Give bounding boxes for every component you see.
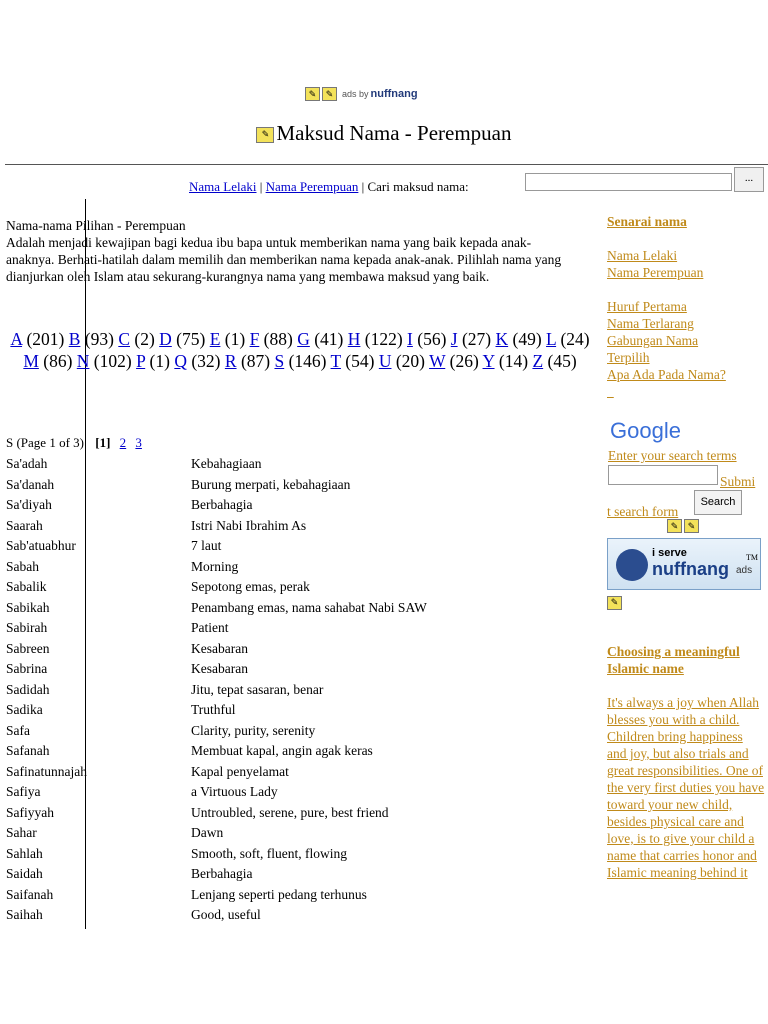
- table-row: [6, 844, 566, 865]
- table-row: [6, 618, 566, 639]
- alphabet-count: (146): [288, 351, 327, 371]
- name-cell: Safa: [6, 722, 30, 738]
- table-row: [6, 639, 566, 660]
- meaning-cell: Good, useful: [191, 907, 261, 922]
- meaning-cell: Sepotong emas, perak: [191, 579, 310, 594]
- alphabet-link[interactable]: T: [330, 351, 341, 371]
- sidebar-link[interactable]: Terpilih: [607, 350, 650, 365]
- sidebar-group-names: [607, 247, 765, 281]
- name-cell: Sahlah: [6, 845, 43, 861]
- name-cell: Saarah: [6, 517, 43, 533]
- name-cell: Sabirah: [6, 620, 48, 635]
- nav-separator: |: [256, 179, 266, 194]
- banner-tm: TM: [746, 553, 758, 562]
- names-table: [6, 454, 566, 926]
- meaning-cell: Patient: [191, 620, 229, 635]
- alphabet-count: (14): [498, 351, 529, 371]
- name-cell: Sabrina: [6, 661, 48, 676]
- nav-link-female-names[interactable]: Nama Perempuan: [265, 179, 359, 194]
- nuffnang-logo[interactable]: nuffnang: [370, 88, 418, 100]
- google-form-end-link[interactable]: t search form: [607, 504, 679, 519]
- banner-pencil-icon[interactable]: ✎: [607, 593, 622, 610]
- meaning-cell: Dawn: [191, 825, 224, 840]
- alphabet-link[interactable]: D: [159, 329, 172, 349]
- sidebar-link[interactable]: Apa Ada Pada Nama?: [607, 367, 726, 382]
- alphabet-count: (86): [43, 351, 73, 371]
- sidebar-group-topics: [607, 298, 765, 383]
- alphabet-link[interactable]: C: [118, 329, 130, 349]
- alphabet-count: (45): [547, 351, 577, 371]
- sidebar-link[interactable]: Huruf Pertama: [607, 299, 687, 314]
- alphabet-link[interactable]: U: [378, 351, 392, 371]
- alphabet-count: (24): [560, 329, 590, 349]
- ad-close-icon[interactable]: ✎: [322, 87, 337, 101]
- meaning-cell: Kebahagiaan: [191, 456, 262, 471]
- intro-section: [6, 217, 576, 285]
- meaning-cell: Berbahagia: [191, 866, 253, 881]
- table-row: [6, 659, 566, 680]
- alphabet-count: (20): [395, 351, 425, 371]
- name-cell: Sabah: [6, 558, 39, 574]
- alphabet-link[interactable]: E: [209, 329, 221, 349]
- nuffnang-mascot-icon: [616, 549, 648, 581]
- meaning-cell: Truthful: [191, 702, 236, 717]
- table-row: [6, 495, 566, 516]
- sidebar-heading-link[interactable]: Senarai nama: [607, 214, 687, 229]
- article-title-link[interactable]: Choosing a meaningful Islamic name: [607, 644, 740, 676]
- alphabet-link[interactable]: F: [249, 329, 260, 349]
- search-input[interactable]: [525, 173, 732, 191]
- meaning-cell: Lenjang seperti pedang terhunus: [191, 886, 367, 902]
- meaning-cell: a Virtuous Lady: [191, 784, 278, 799]
- meaning-cell: Kapal penyelamat: [191, 763, 289, 779]
- top-nav: [189, 179, 469, 195]
- alphabet-count: (32): [191, 351, 221, 371]
- ad-strip[interactable]: [305, 86, 418, 102]
- name-cell: Safinatunnajah: [6, 763, 87, 779]
- meaning-cell: Untroubled, serene, pure, best friend: [191, 804, 389, 820]
- alphabet-link[interactable]: A: [10, 329, 23, 349]
- alphabet-link[interactable]: B: [68, 329, 81, 349]
- table-row: [6, 516, 566, 537]
- table-row: [6, 741, 566, 762]
- alphabet-count: (87): [240, 351, 271, 371]
- meaning-cell: Berbahagia: [191, 497, 253, 512]
- name-cell: Sabalik: [6, 579, 47, 594]
- alphabet-count: (54): [345, 351, 375, 371]
- name-cell: Safanah: [6, 743, 50, 758]
- table-row: [6, 598, 566, 619]
- name-cell: Safiya: [6, 784, 41, 799]
- alphabet-count: (56): [417, 329, 447, 349]
- ad-info-icon[interactable]: ✎: [305, 87, 320, 101]
- meaning-cell: Smooth, soft, fluent, flowing: [191, 845, 347, 861]
- pagination-label: S (Page 1 of 3): [6, 435, 84, 450]
- ad-info-icon[interactable]: ✎: [667, 519, 682, 533]
- meaning-cell: Istri Nabi Ibrahim As: [191, 517, 307, 533]
- divider: [5, 164, 768, 165]
- meaning-cell: Burung merpati, kebahagiaan: [191, 476, 351, 492]
- alphabet-link[interactable]: H: [347, 329, 361, 349]
- name-cell: Saihah: [6, 907, 43, 922]
- alphabet-link[interactable]: Y: [482, 351, 495, 371]
- banner-iserve: i serve: [652, 547, 687, 559]
- banner-ads: ads: [736, 565, 753, 576]
- alphabet-count: (75): [176, 329, 206, 349]
- table-row: [6, 885, 566, 906]
- sidebar-link[interactable]: Gabungan Nama: [607, 333, 699, 348]
- table-row: [6, 864, 566, 885]
- alphabet-count: (1): [149, 351, 170, 371]
- alphabet-count: (49): [512, 329, 542, 349]
- alphabet-count: (41): [314, 329, 344, 349]
- banner-brand: nuffnang: [652, 559, 729, 579]
- alphabet-count: (88): [263, 329, 293, 349]
- table-row: [6, 782, 566, 803]
- alphabet-count: (93): [84, 329, 114, 349]
- alphabet-link[interactable]: Z: [532, 351, 544, 371]
- table-row: [6, 700, 566, 721]
- nuffnang-banner-ad[interactable]: [607, 538, 761, 590]
- google-search-input[interactable]: [608, 465, 718, 485]
- name-cell: Sabreen: [6, 640, 50, 656]
- ads-by-label: ads by: [342, 89, 369, 99]
- sidebar-link[interactable]: Nama Perempuan: [607, 265, 704, 280]
- ad-close-icon[interactable]: ✎: [684, 519, 699, 533]
- alphabet-link[interactable]: R: [224, 351, 237, 371]
- name-cell: Sab'atuabhur: [6, 538, 76, 553]
- pagination-page-2[interactable]: 2: [119, 435, 127, 450]
- alphabet-count: (1): [224, 329, 246, 349]
- nav-link-male-names[interactable]: Nama Lelaki: [189, 179, 257, 194]
- table-row: [6, 557, 566, 578]
- alphabet-link[interactable]: J: [450, 329, 458, 349]
- name-cell: Saidah: [6, 866, 43, 881]
- google-submit-link[interactable]: Submi: [720, 474, 756, 489]
- intro-body: Adalah menjadi kewajipan bagi kedua ibu bapa untuk memberikan nama yang baik kepada anak-anaknya. Berhati-hatilah dalam memilih dan memberikan nama kepada anak-anak. Pilihlah nama yang dianjurkan oleh Islam atau sekurang-kurangnya nama yang membawa maksud yang baik.: [6, 235, 562, 284]
- meaning-cell: Penambang emas, nama sahabat Nabi SAW: [191, 599, 427, 615]
- pencil-icon: ✎: [256, 127, 274, 143]
- meaning-cell: Morning: [191, 558, 239, 574]
- google-logo: Google: [610, 418, 681, 443]
- name-cell: Sahar: [6, 825, 37, 840]
- name-cell: Safiyyah: [6, 804, 54, 820]
- alphabet-count: (26): [449, 351, 479, 371]
- intro-heading: Nama-nama Pilihan - Perempuan: [6, 218, 186, 233]
- alphabet-link[interactable]: I: [407, 329, 413, 349]
- page-title-text: Maksud Nama - Perempuan: [276, 121, 512, 145]
- table-row: [6, 454, 566, 475]
- sidebar-empty-link[interactable]: [607, 384, 614, 399]
- alphabet-link[interactable]: N: [76, 351, 90, 371]
- article-teaser: [607, 643, 765, 881]
- table-row: [6, 721, 566, 742]
- meaning-cell: Kesabaran: [191, 661, 248, 676]
- name-cell: Sa'adah: [6, 456, 48, 471]
- table-row: [6, 823, 566, 844]
- name-cell: Sa'danah: [6, 476, 55, 492]
- alphabet-count: (201): [26, 329, 65, 349]
- meaning-cell: Jitu, tepat sasaran, benar: [191, 681, 324, 697]
- alphabet-link[interactable]: S: [274, 351, 285, 371]
- alphabet-link[interactable]: W: [429, 351, 446, 371]
- sidebar-link[interactable]: Nama Terlarang: [607, 316, 694, 331]
- sidebar: [607, 213, 765, 400]
- google-search-button[interactable]: Search: [694, 490, 742, 515]
- table-row: [6, 475, 566, 496]
- meaning-cell: Kesabaran: [191, 640, 248, 656]
- alphabet-link[interactable]: G: [297, 329, 310, 349]
- table-row: [6, 536, 566, 557]
- page-title: [0, 121, 768, 146]
- article-body-link[interactable]: It's always a joy when Allah blesses you with a child. Children bring happiness and joy, but also trials and great responsibilities. One of the very first duties you have toward your new child, besides physical care and love, is to give your child a name that carries honor and Islamic meaning behind it: [607, 695, 765, 880]
- google-search-prompt: Enter your search terms: [608, 448, 737, 463]
- meaning-cell: Membuat kapal, angin agak keras: [191, 743, 373, 758]
- table-row: [6, 803, 566, 824]
- alphabet-link[interactable]: L: [546, 329, 557, 349]
- sidebar-link[interactable]: Nama Lelaki: [607, 248, 678, 263]
- search-label: | Cari maksud nama:: [358, 179, 469, 194]
- meaning-cell: 7 laut: [191, 538, 222, 553]
- name-cell: Saifanah: [6, 886, 54, 902]
- alphabet-count: (122): [364, 329, 403, 349]
- search-button[interactable]: ...: [734, 167, 764, 192]
- alphabet-count: (2): [134, 329, 155, 349]
- table-row: [6, 577, 566, 598]
- table-row: [6, 762, 566, 783]
- alphabet-link[interactable]: Q: [174, 351, 187, 371]
- name-cell: Sadidah: [6, 681, 50, 697]
- alphabet-link[interactable]: M: [23, 351, 39, 371]
- name-cell: Sa'diyah: [6, 497, 52, 512]
- sidebar-ad-icons[interactable]: [667, 519, 699, 533]
- pagination: [6, 435, 142, 451]
- table-row: [6, 905, 566, 926]
- table-row: [6, 680, 566, 701]
- name-cell: Sabikah: [6, 599, 50, 615]
- pagination-current: [1]: [95, 435, 111, 450]
- alphabet-link[interactable]: P: [136, 351, 146, 371]
- alphabet-index: [10, 328, 590, 372]
- alphabet-count: (27): [461, 329, 492, 349]
- alphabet-count: (102): [93, 351, 132, 371]
- meaning-cell: Clarity, purity, serenity: [191, 722, 316, 738]
- pagination-page-3[interactable]: 3: [135, 435, 142, 450]
- alphabet-link[interactable]: K: [495, 329, 509, 349]
- name-cell: Sadika: [6, 702, 43, 717]
